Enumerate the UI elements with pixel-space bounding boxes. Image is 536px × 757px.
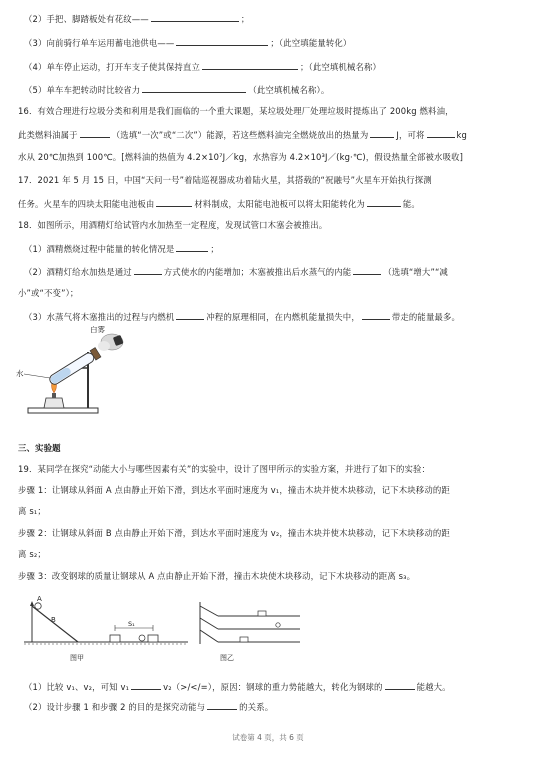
steel-ball <box>139 635 145 641</box>
svg-text:A: A <box>37 595 42 603</box>
svg-text:B: B <box>51 616 56 624</box>
q18-part3: （3）水蒸气将木塞推出的过程与内燃机 冲程的原理相同，在内燃机能量损失中， 带走的能量最多。 <box>24 312 461 322</box>
answer-blank[interactable] <box>176 310 204 320</box>
white-fog <box>98 341 110 351</box>
q19-part2: （2）设计步骤 1 和步骤 2 的目的是探究动能与 的关系。 <box>24 702 274 712</box>
figure-yi <box>200 602 300 662</box>
answer-blank[interactable] <box>427 128 455 138</box>
q18-part2: （2）酒精灯给水加热是通过 方式使水的内能增加；木塞被推出后水蒸气的内能 （选填“增大”“减 <box>24 267 448 277</box>
ramp-figures <box>18 592 308 666</box>
q19-step1: 步骤 1：让钢球从斜面 A 点由静止开始下滑，到达水平面时速度为 v₁，撞击木块并使木块移动，记下木块移动的距 <box>18 485 450 495</box>
answer-blank[interactable] <box>370 128 394 138</box>
ramp-slope <box>32 606 78 642</box>
svg-text:S₁: S₁ <box>128 620 135 628</box>
answer-blank[interactable] <box>176 242 208 252</box>
q19-step2: 步骤 2：让钢球从斜面 B 点由静止开始下滑，到达水平面时速度为 v₂，撞击木块并使木块移动，记下木块移动的距 <box>18 528 450 538</box>
water-label: 水 <box>16 369 24 378</box>
answer-blank[interactable] <box>131 680 161 690</box>
q16-line3: 水从 20℃加热到 100℃。[燃料油的热值为 4.2×10⁷J／kg，水热容为 4.2×10³J／(kg·℃)，假设热量全部被水吸收] <box>18 152 464 162</box>
answer-blank[interactable] <box>385 680 415 690</box>
answer-blank[interactable] <box>353 265 381 275</box>
q15-part5: （5）单车车把转动时比较省力 （此空填机械名称）。 <box>24 85 330 95</box>
svg-text:图甲: 图甲 <box>70 654 84 662</box>
test-tube-figure <box>16 326 136 422</box>
q18-stem: 18．如图所示，用酒精灯给试管内水加热至一定程度，发现试管口木塞会被推出。 <box>18 220 328 230</box>
test-tube <box>48 348 101 387</box>
answer-blank[interactable] <box>156 197 192 207</box>
alcohol-lamp <box>44 398 64 408</box>
q17-line1: 17．2021 年 5 月 15 日，中国“天问一号”着陆巡视器成功着陆火星，其搭载的“祝融号”火星车开始执行探测 <box>18 175 432 185</box>
steel-ball <box>35 603 41 609</box>
q19-step3: 步骤 3：改变钢球的质量让钢球从 A 点由静止开始下滑，撞击木块使木块移动，记下木块移动的距离 s₃。 <box>18 571 416 581</box>
q19-step1-cont: 离 s₁； <box>18 506 46 516</box>
fog-label: 白雾 <box>90 326 105 334</box>
q18-part2-cont: 小”或“不变”）； <box>18 288 79 298</box>
section-title: 三、实验题 <box>18 443 61 453</box>
answer-blank[interactable] <box>207 700 237 710</box>
answer-blank[interactable] <box>367 197 401 207</box>
wood-block <box>110 635 120 642</box>
answer-blank[interactable] <box>151 12 239 22</box>
answer-blank[interactable] <box>202 60 298 70</box>
wood-block <box>148 635 158 642</box>
water-pointer <box>24 374 50 378</box>
answer-blank[interactable] <box>80 128 110 138</box>
q19-step2-cont: 离 s₂； <box>18 549 46 559</box>
answer-blank[interactable] <box>142 83 246 93</box>
lamp-wick <box>52 393 56 398</box>
q15-part4: （4）单车停止运动，打开车支子使其保持直立 ；（此空填机械名称） <box>24 62 382 72</box>
answer-blank[interactable] <box>362 310 390 320</box>
wood-block <box>240 637 248 642</box>
wood-block <box>258 611 266 616</box>
q17-line2: 任务。火星车的四块太阳能电池板由 材料制成，太阳能电池板可以将太阳能转化为 能。 <box>18 199 420 209</box>
q15-part3: （3）向前骑行单车运用蓄电池供电—— ；（此空填能量转化） <box>24 38 352 48</box>
q18-part1: （1）酒精燃烧过程中能量的转化情况是 ； <box>24 244 219 254</box>
q16-line1: 16．有效合理进行垃圾分类和利用是我们面临的一个重大课题，某垃圾处理厂处理垃圾时提炼出了 200kg 燃料油， <box>18 106 454 116</box>
page-footer: 试卷第 4 页，共 6 页 <box>232 733 304 742</box>
svg-text:图乙: 图乙 <box>220 654 234 662</box>
answer-blank[interactable] <box>134 265 162 275</box>
q16-line2: 此类燃料油属于 （选填“一次”或“二次”）能源，若这些燃料油完全燃烧放出的热量为 J，可将 kg <box>18 130 468 140</box>
q15-part2: （2）手把、脚踏板处有花纹—— ； <box>24 14 250 24</box>
steel-ball <box>276 623 280 627</box>
q19-stem: 19．某同学在探究“动能大小与哪些因素有关”的实验中，设计了图甲所示的实验方案，并进行了如下的实验： <box>18 464 431 474</box>
q19-part1: （1）比较 v₁、v₂，可知 v₁ v₂（>/</=），原因：钢球的重力势能越大，转化为钢球的 能越大。 <box>24 682 451 692</box>
answer-blank[interactable] <box>176 36 268 46</box>
figure-jia <box>24 595 188 662</box>
stand-base <box>28 408 98 413</box>
